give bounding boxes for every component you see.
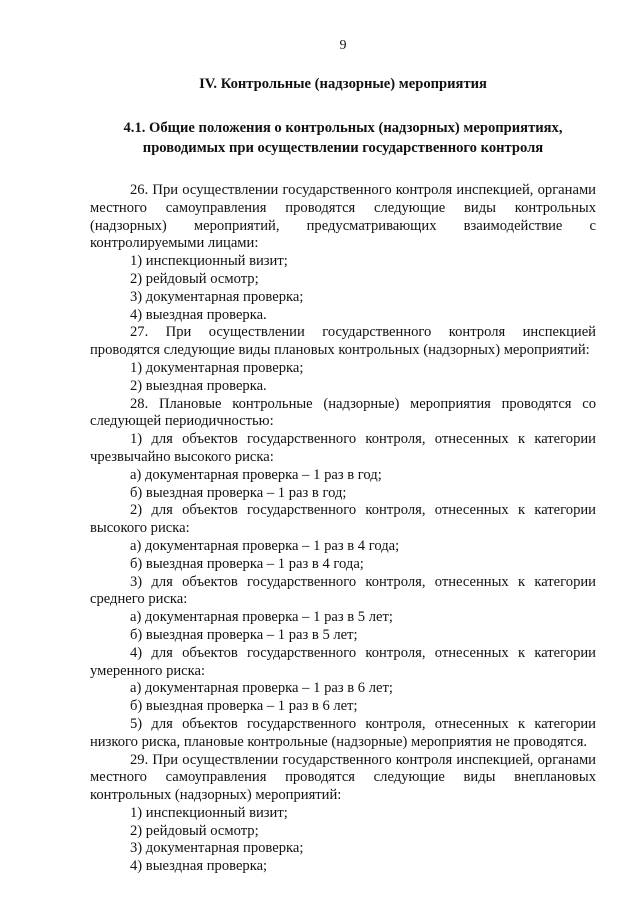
list-item: а) документарная проверка – 1 раз в 6 лет; [130,680,393,697]
list-item: 1) инспекционный визит; [130,804,288,821]
paragraph: 29. При осуществлении государственного контроля инспекцией, органами местного самоуправления проводятся следующие виды внеплановых контрольных (надзорных) мероприятий: [90,751,596,804]
paragraph: 3) для объектов государственного контроля, отнесенных к категории среднего риска: [90,573,596,608]
paragraph: 2) для объектов государственного контроля, отнесенных к категории высокого риска: [90,502,596,537]
list-item: 1) документарная проверка; [130,359,304,376]
section-title: IV. Контрольные (надзорные) мероприятия [199,76,487,92]
list-item: 3) документарная проверка; [130,288,304,305]
list-item: 2) рейдовый осмотр; [130,822,259,839]
paragraph: 28. Плановые контрольные (надзорные) мероприятия проводятся со следующей периодичностью: [90,395,596,430]
page-number: 9 [339,38,347,53]
paragraph: 4) для объектов государственного контроля, отнесенных к категории умеренного риска: [90,644,596,679]
list-item: б) выездная проверка – 1 раз в 4 года; [130,555,364,572]
list-item: а) документарная проверка – 1 раз в 4 года; [130,537,400,554]
paragraph: 1) для объектов государственного контроля, отнесенных к категории чрезвычайно высокого риска: [90,431,596,465]
list-item: 4) выездная проверка. [130,306,267,323]
list-item: 2) выездная проверка. [130,377,267,394]
document-body [90,182,596,876]
list-item: 3) документарная проверка; [130,840,304,857]
list-item: б) выездная проверка – 1 раз в 5 лет; [130,626,358,643]
paragraph: 27. При осуществлении государственного контроля инспекцией проводятся следующие виды плановых контрольных (надзорных) мероприятий: [90,324,596,359]
subsection-title-line-2: проводимых при осуществлении государственного контроля [142,140,544,156]
list-item: а) документарная проверка – 1 раз в 5 лет; [130,609,393,626]
subsection-title-line-1: 4.1. Общие положения о контрольных (надзорных) мероприятиях, [123,120,563,136]
paragraph: 5) для объектов государственного контроля, отнесенных к категории низкого риска, плановые контрольные (надзорные) мероприятия не проводятся. [90,715,596,750]
paragraph: 26. При осуществлении государственного контроля инспекцией, органами местного самоуправления проводятся следующие виды контрольных (надзорных) мероприятий, предусматривающих взаимодействие с контролируемыми лицами: [90,182,596,252]
subsection-title [90,118,596,158]
list-item: 2) рейдовый осмотр; [130,270,259,287]
list-item: 4) выездная проверка; [130,858,268,875]
list-item: б) выездная проверка – 1 раз в год; [130,484,347,501]
list-item: а) документарная проверка – 1 раз в год; [130,466,382,483]
list-item: б) выездная проверка – 1 раз в 6 лет; [130,698,358,715]
list-item: 1) инспекционный визит; [130,253,288,270]
